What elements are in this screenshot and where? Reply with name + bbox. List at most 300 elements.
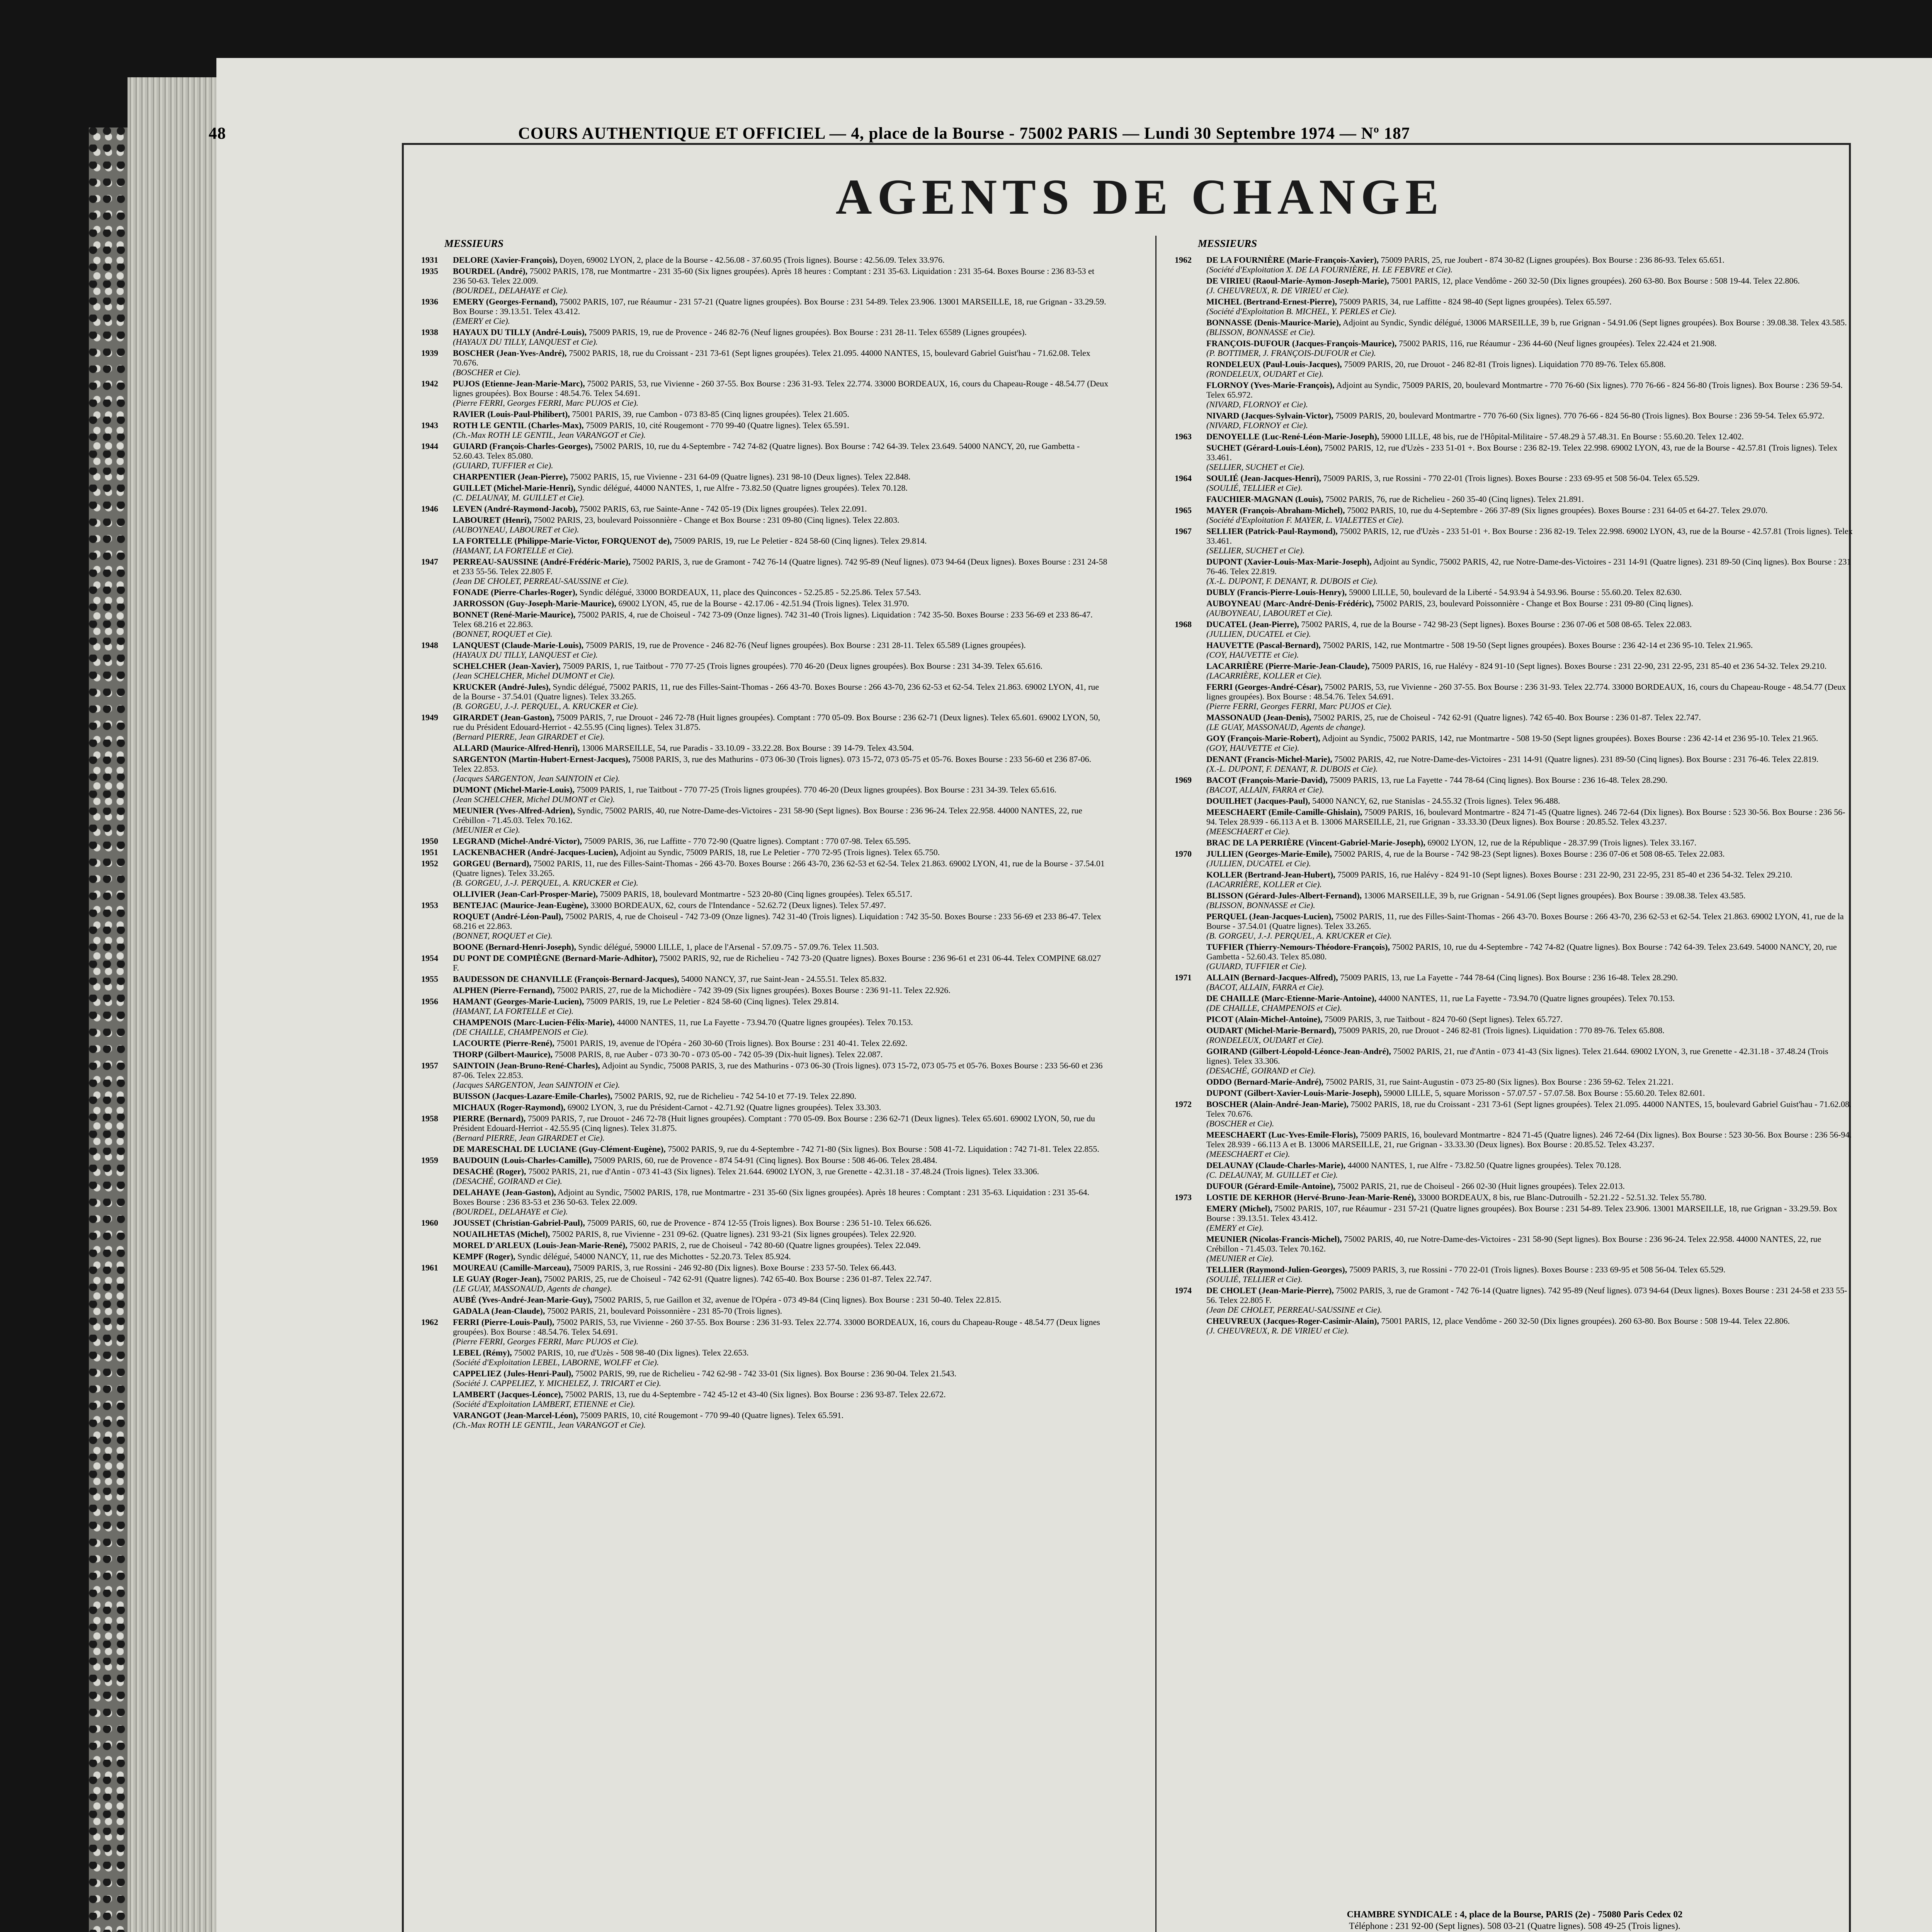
entry-year	[421, 912, 453, 940]
entry-text	[1206, 1316, 1855, 1335]
agent-name: BONNET (René-Marie-Maurice),	[453, 610, 576, 619]
agent-name: DESACHÉ (Roger),	[453, 1167, 526, 1176]
agent-entry	[1175, 1046, 1855, 1075]
agent-firm: (AUBOYNEAU, LABOURET et Cie).	[453, 525, 579, 534]
entry-text	[453, 640, 1109, 660]
entry-year	[1175, 1181, 1206, 1191]
messieurs-label-right: MESSIEURS	[1198, 238, 1257, 249]
entry-year: 1970	[1175, 849, 1192, 859]
entry-text	[453, 472, 1109, 481]
agent-name: DELORE (Xavier-François),	[453, 255, 558, 265]
agent-details: 75009 PARIS, 19, rue Le Peletier - 824 58-60 (Cinq lignes). Telex 29.814.	[672, 536, 927, 546]
agent-details: Adjoint au Syndic, Syndic délégué, 13006 MARSEILLE, 39 b, rue Grignan - 54.91.06 (Sept lignes groupées). Box Bourse : 39.08.38. Telex 43.585.	[1341, 318, 1847, 327]
agent-entry	[421, 255, 1109, 265]
agent-entry	[1175, 599, 1855, 618]
entry-year: 1951	[421, 847, 438, 857]
agent-details: 75009 PARIS, 3, rue Rossini - 246 92-80 (Dix lignes). Boxe Bourse : 233 57-50. Telex 66.443.	[571, 1263, 896, 1272]
entry-year	[1175, 587, 1206, 597]
agent-entry	[421, 754, 1109, 783]
agent-entry	[421, 297, 1109, 326]
agent-entry	[421, 504, 1109, 514]
entry-year	[421, 472, 453, 481]
entry-year: 1953	[421, 900, 438, 910]
agent-entry	[421, 266, 1109, 295]
agent-firm: (NIVARD, FLORNOY et Cie).	[1206, 420, 1308, 430]
entry-text	[453, 1410, 1109, 1430]
agent-name: RAVIER (Louis-Paul-Philibert),	[453, 409, 570, 419]
agent-entry	[421, 1252, 1109, 1261]
agent-name: LEBEL (Rémy),	[453, 1348, 512, 1357]
entry-text	[453, 515, 1109, 534]
agent-firm: (JULLIEN, DUCATEL et Cie).	[1206, 859, 1311, 868]
entry-text	[453, 1061, 1109, 1090]
entry-year: 1964	[1175, 473, 1192, 483]
agent-name: SAINTOIN (Jean-Bruno-René-Charles),	[453, 1061, 600, 1070]
agent-details: 75009 PARIS, 13, rue La Fayette - 744 78-64 (Cinq lignes). Box Bourse : 236 16-48. Telex 28.290.	[1338, 973, 1678, 982]
agent-entry	[1175, 1265, 1855, 1284]
entry-text	[453, 409, 1109, 419]
entry-year: 1939	[421, 348, 438, 358]
entry-year	[421, 1252, 453, 1261]
entry-text	[1206, 297, 1855, 316]
agent-entry	[421, 1218, 1109, 1228]
agent-entry	[421, 1274, 1109, 1293]
entry-year	[421, 661, 453, 680]
agent-entry	[421, 1369, 1109, 1388]
agent-name: DUPONT (Gilbert-Xavier-Louis-Marie-Joseph),	[1206, 1088, 1382, 1098]
agent-name: MASSONAUD (Jean-Denis),	[1206, 713, 1311, 722]
agent-entry	[421, 610, 1109, 639]
agent-entry	[1175, 276, 1855, 295]
agent-entry	[1175, 443, 1855, 472]
agent-details: 13006 MARSEILLE, 39 b, rue Grignan - 54.91.06 (Sept lignes groupées). Box Bourse : 39.08.38. Telex 43.585.	[1362, 891, 1746, 900]
agent-name: BLISSON (Gérard-Jules-Albert-Fernand),	[1206, 891, 1362, 900]
agent-entry	[1175, 619, 1855, 639]
entry-year	[421, 483, 453, 502]
agent-name: BUISSON (Jacques-Lazare-Emile-Charles),	[453, 1091, 612, 1101]
agent-name: FLORNOY (Yves-Marie-François),	[1206, 380, 1335, 390]
entry-text	[1206, 733, 1855, 753]
entry-year	[421, 1049, 453, 1059]
agent-details: 75009 PARIS, 3, rue Taitbout - 824 70-60 (Sept lignes). Telex 65.727.	[1322, 1014, 1563, 1024]
agent-details: 75002 PARIS, 76, rue de Richelieu - 260 35-40 (Cinq lignes). Telex 21.891.	[1323, 494, 1584, 504]
agent-entry	[421, 1091, 1109, 1101]
agent-details: 75002 PARIS, 10, rue d'Uzès - 508 98-40 (Dix lignes). Telex 22.653.	[512, 1348, 749, 1357]
entry-text	[1206, 587, 1855, 597]
agent-details: 75002 PARIS, 11, rue des Filles-Saint-Thomas - 266 43-70. Boxes Bourse : 266 43-70, 236 62-53 et 62-54. Telex 21.863. 69002 LYON, 41, rue de la Bourse - 37.54.01 (Quatre lignes). Telex 33.265.	[453, 859, 1105, 878]
agent-firm: (BONNET, ROQUET et Cie).	[453, 931, 553, 940]
agent-firm: (SELLIER, SUCHET et Cie).	[1206, 462, 1305, 472]
entry-text	[453, 587, 1109, 597]
agent-name: TELLIER (Raymond-Julien-Georges),	[1206, 1265, 1347, 1274]
entry-text	[453, 900, 1109, 910]
entry-year: 1965	[1175, 505, 1192, 515]
entry-text	[1206, 912, 1855, 940]
entry-text	[453, 348, 1109, 377]
agent-name: RONDELEUX (Paul-Louis-Jacques),	[1206, 359, 1342, 369]
entry-text	[1206, 318, 1855, 337]
agent-firm: (BLISSON, BONNASSE et Cie).	[1206, 900, 1315, 910]
agent-name: CHAMPENOIS (Marc-Lucien-Félix-Marie),	[453, 1017, 615, 1027]
entry-text	[453, 942, 1109, 952]
agent-details: 75009 PARIS, 20, rue Drouot - 246 82-81 (Trois lignes). Liquidation 770 89-76. Telex 65.808.	[1342, 359, 1666, 369]
agent-details: 75002 PARIS, 10, rue du 4-Septembre - 742 74-82 (Quatre lignes). Box Bourse : 742 64-39. Telex 23.649. 54000 NANCY, 20, rue Gambetta - 52.60.43. Telex 85.080.	[1206, 942, 1837, 961]
entry-text	[453, 1229, 1109, 1239]
agent-details: 75002 PARIS, 25, rue de Choiseul - 742 62-91 (Quatre lignes). 742 65-40. Box Bourse : 236 01-87. Telex 22.747.	[1311, 713, 1701, 722]
agent-details: 75002 PARIS, 23, boulevard Poissonnière - Change et Box Bourse : 231 09-80 (Cinq lignes).	[1374, 599, 1693, 608]
right-column	[1175, 255, 1855, 1932]
agent-entry	[421, 661, 1109, 680]
agent-name: BOONE (Bernard-Henri-Joseph),	[453, 942, 576, 952]
agent-name: VARANGOT (Jean-Marcel-Léon),	[453, 1410, 578, 1420]
entry-text	[1206, 838, 1855, 847]
agent-entry	[421, 379, 1109, 408]
agent-entry	[421, 1038, 1109, 1048]
entry-text	[1206, 1265, 1855, 1284]
agent-firm: (Société J. CAPPELIEZ, Y. MICHELEZ, J. TRICART et Cie).	[453, 1378, 661, 1388]
agent-firm: (Jean DE CHOLET, PERREAU-SAUSSINE et Cie).	[1206, 1305, 1382, 1315]
entry-text	[453, 743, 1109, 753]
entry-text	[453, 1167, 1109, 1186]
entry-year: 1959	[421, 1155, 438, 1165]
agent-entry	[421, 420, 1109, 440]
agent-entry	[1175, 1181, 1855, 1191]
agent-firm: (BOSCHER et Cie).	[453, 367, 521, 377]
agent-name: LANQUEST (Claude-Marie-Louis),	[453, 640, 584, 650]
entry-text	[1206, 661, 1855, 680]
agent-name: BOURDEL (André),	[453, 266, 528, 276]
entry-year: 1963	[1175, 432, 1192, 441]
agent-details: 75009 PARIS, 16, boulevard Montmartre - 824 71-45 (Quatre lignes). 246 72-64 (Dix lignes). Box Bourse : 523 30-56. Box Bourse : 236 56-94. Telex 28.939 - 66.113 A et B. 13006 MARSEILLE, 21, rue Grignan - 33.33.30 (Deux lignes). Box Bourse : 20.85.52. Telex 43.237.	[1206, 1130, 1852, 1149]
agent-details: 75009 PARIS, 7, rue Drouot - 246 72-78 (Huit lignes groupées). Comptant : 770 05-09. Box Bourse : 236 62-71 (Deux lignes). Telex 65.601. 69002 LYON, 50, rue du Président Edouard-Herriot - 42.55.95 (Cinq lignes). Telex 31.875.	[453, 1114, 1095, 1133]
agent-details: Adjoint au Syndic, 75008 PARIS, 3, rue des Mathurins - 073 06-30 (Trois lignes). 073 15-72, 073 05-75 et 05-76. Boxes Bourse : 233 56-60 et 236 87-06. Telex 22.853.	[453, 1061, 1103, 1080]
entry-text	[453, 483, 1109, 502]
left-column	[421, 255, 1109, 1932]
agent-name: DUPONT (Xavier-Louis-Max-Marie-Joseph),	[1206, 557, 1372, 566]
agent-firm: (RONDELEUX, OUDART et Cie).	[1206, 1035, 1324, 1045]
entry-year: 1949	[421, 713, 438, 722]
agent-firm: (BACOT, ALLAIN, FARRA et Cie).	[1206, 785, 1324, 794]
agent-firm: (NIVARD, FLORNOY et Cie).	[1206, 400, 1308, 409]
agent-details: 75002 PARIS, 10, rue du 4-Septembre - 742 74-82 (Quatre lignes). Box Bourse : 742 64-39. Telex 23.649. 54000 NANCY, 20, rue Gambetta - 52.60.43. Telex 85.080.	[453, 441, 1080, 461]
entry-year: 1962	[421, 1317, 438, 1327]
agent-details: 75002 PARIS, 53, rue Vivienne - 260 37-55. Box Bourse : 236 31-93. Telex 22.774. 33000 BORDEAUX, 16, cours du Chapeau-Rouge - 48.54.77 (Deux lignes groupées). Box Bourse : 48.54.76. Telex 54.691.	[453, 379, 1109, 398]
entry-year: 1942	[421, 379, 438, 388]
entry-year	[1175, 640, 1206, 660]
agent-details: 75002 PARIS, 4, rue de Choiseul - 742 73-09 (Onze lignes). 742 31-40 (Trois lignes). Liquidation : 742 35-50. Boxes Bourse : 233 56-69 et 233 86-47. Telex 68.216 et 22.863.	[453, 912, 1101, 931]
entry-year	[1175, 682, 1206, 711]
entry-year	[1175, 1265, 1206, 1284]
entry-text	[453, 985, 1109, 995]
agent-details: 75008 PARIS, 8, rue Auber - 073 30-70 - 073 05-00 - 742 05-39 (Dix-huit lignes). Telex 22.087.	[552, 1049, 883, 1059]
agent-entry	[1175, 1160, 1855, 1180]
agent-name: DUFOUR (Gérard-Emile-Antoine),	[1206, 1181, 1335, 1191]
entry-text	[1206, 505, 1855, 525]
agent-details: 59000 LILLE, 50, boulevard de la Liberté - 54.93.94 à 54.93.96. Bourse : 55.60.20. Telex 82.630.	[1347, 587, 1682, 597]
entry-year	[421, 587, 453, 597]
agent-details: 75002 PARIS, 3, rue de Gramont - 742 76-14 (Quatre lignes). 742 95-89 (Neuf lignes). 073 94-64 (Deux lignes). Boxes Bourse : 231 24-58 et 233 55-56. Telex 22.805 F.	[1206, 1286, 1847, 1305]
agent-details: 33000 BORDEAUX, 62, cours de l'Intendance - 52.62.72 (Deux lignes). Telex 57.497.	[588, 900, 886, 910]
agent-name: FERRI (Pierre-Louis-Paul),	[453, 1317, 554, 1327]
entry-text	[1206, 870, 1855, 889]
agent-name: DE MARESCHAL DE LUCIANE (Guy-Clément-Eugène),	[453, 1144, 666, 1154]
entry-year	[1175, 1316, 1206, 1335]
agent-entry	[1175, 1316, 1855, 1335]
agent-entry	[421, 557, 1109, 586]
agent-details: 75001 PARIS, 39, rue Cambon - 073 83-85 (Cinq lignes groupées). Telex 21.605.	[570, 409, 849, 419]
entry-year	[421, 409, 453, 419]
agent-entry	[1175, 1014, 1855, 1024]
agent-firm: (DE CHAILLE, CHAMPENOIS et Cie).	[453, 1027, 588, 1037]
entry-year: 1956	[421, 997, 438, 1006]
entry-year	[1175, 1130, 1206, 1159]
agent-name: FONADE (Pierre-Charles-Roger),	[453, 587, 578, 597]
entry-year	[421, 942, 453, 952]
entry-text	[453, 1348, 1109, 1367]
agent-name: DENOYELLE (Luc-René-Léon-Marie-Joseph),	[1206, 432, 1379, 441]
entry-year: 1943	[421, 420, 438, 430]
agent-name: AUBOYNEAU (Marc-André-Denis-Frédéric),	[1206, 599, 1374, 608]
entry-year	[421, 682, 453, 711]
entry-year	[1175, 1077, 1206, 1087]
agent-firm: (HAMANT, LA FORTELLE et Cie).	[453, 546, 574, 555]
agent-details: 75002 PARIS, 4, rue de la Bourse - 742 98-23 (Sept lignes). Boxes Bourse : 236 07-06 et 508 08-65. Telex 22.083.	[1299, 619, 1692, 629]
entry-text	[1206, 443, 1855, 472]
agent-firm: (EMERY et Cie).	[453, 316, 510, 326]
entry-year	[1175, 297, 1206, 316]
agent-entry	[421, 682, 1109, 711]
entry-text	[453, 1389, 1109, 1409]
agent-firm: (Pierre FERRI, Georges FERRI, Marc PUJOS et Cie).	[453, 398, 639, 408]
entry-text	[453, 1155, 1109, 1165]
entry-year	[1175, 1026, 1206, 1045]
agent-entry	[1175, 1204, 1855, 1233]
entry-year	[1175, 754, 1206, 774]
entry-text	[1206, 473, 1855, 493]
agent-details: 75002 PARIS, 12, rue d'Uzès - 233 51-01 +. Box Bourse : 236 82-19. Telex 22.998. 69002 LYON, 43, rue de la Bourse - 42.57.81 (Trois lignes). Telex 33.461.	[1206, 526, 1853, 546]
agent-entry	[421, 900, 1109, 910]
entry-text	[1206, 993, 1855, 1013]
entry-text	[1206, 557, 1855, 586]
agent-details: 75002 PARIS, 12, rue d'Uzès - 233 51-01 +. Box Bourse : 236 82-19. Telex 22.998. 69002 LYON, 43, rue de la Bourse - 42.57.81 (Trois lignes). Telex 33.461.	[1206, 443, 1838, 462]
agent-entry	[1175, 849, 1855, 868]
agent-entry	[421, 348, 1109, 377]
agent-details: 75008 PARIS, 3, rue des Mathurins - 073 06-30 (Trois lignes). 073 15-72, 073 05-75 et 05-76. Boxes Bourse : 233 56-60 et 236 87-06. Telex 22.853.	[453, 754, 1092, 774]
entry-year: 1960	[421, 1218, 438, 1228]
agent-entry	[421, 472, 1109, 481]
agent-name: HAMANT (Georges-Marie-Lucien),	[453, 997, 584, 1006]
page-number: 48	[209, 124, 226, 143]
agent-details: 75009 PARIS, 3, rue Rossini - 770 22-01 (Trois lignes). Boxes Bourse : 233 69-95 et 508 56-04. Telex 65.529.	[1347, 1265, 1726, 1274]
agent-firm: (DESACHÉ, GOIRAND et Cie).	[453, 1176, 562, 1186]
agent-details: 75009 PARIS, 19, rue Le Peletier - 824 58-60 (Cinq lignes). Telex 29.814.	[584, 997, 839, 1006]
agent-firm: (B. GORGEU, J.-J. PERQUEL, A. KRUCKER et Cie).	[1206, 931, 1392, 940]
entry-text	[1206, 338, 1855, 358]
agent-details: 13006 MARSEILLE, 54, rue Paradis - 33.10.09 - 33.22.28. Box Bourse : 39 14-79. Telex 43.504.	[580, 743, 914, 753]
entry-year	[421, 889, 453, 899]
entry-year: 1948	[421, 640, 438, 650]
entry-text	[453, 441, 1109, 470]
agent-firm: (GUIARD, TUFFIER et Cie).	[453, 461, 553, 470]
agent-entry	[421, 1229, 1109, 1239]
agent-name: FAUCHIER-MAGNAN (Louis),	[1206, 494, 1323, 504]
agent-details: 75002 PARIS, 63, rue Sainte-Anne - 742 05-19 (Dix lignes groupées). Telex 22.091.	[577, 504, 867, 514]
agent-name: LACKENBACHER (André-Jacques-Lucien),	[453, 847, 618, 857]
entry-year: 1944	[421, 441, 438, 451]
agent-name: ODDO (Bernard-Marie-André),	[1206, 1077, 1324, 1087]
agent-firm: (Société d'Exploitation LAMBERT, ETIENNE et Cie).	[453, 1399, 635, 1409]
agent-firm: (C. DELAUNAY, M. GUILLET et Cie).	[1206, 1170, 1338, 1180]
entry-year	[421, 536, 453, 555]
entry-text	[453, 420, 1109, 440]
agent-details: 75002 PARIS, 53, rue Vivienne - 260 37-55. Box Bourse : 236 31-93. Telex 22.774. 33000 BORDEAUX, 16, cours du Chapeau-Rouge - 48.54.77 (Deux lignes groupées). Box Bourse : 48.54.76. Telex 54.691.	[453, 1317, 1100, 1337]
entry-year: 1936	[421, 297, 438, 306]
agent-name: AUBÉ (Yves-André-Jean-Marie-Guy),	[453, 1295, 592, 1304]
agent-name: DE LA FOURNIÈRE (Marie-François-Xavier),	[1206, 255, 1379, 265]
agent-details: 75002 PARIS, 92, rue de Richelieu - 742 73-20 (Quatre lignes). Boxes Bourse : 236 96-61 et 231 06-44. Telex COMPINE 68.027 F.	[453, 953, 1101, 973]
agent-details: Doyen, 69002 LYON, 2, place de la Bourse - 42.56.08 - 37.60.95 (Trois lignes). Bourse : 42.56.09. Telex 33.976.	[557, 255, 945, 265]
header-text: COURS AUTHENTIQUE ET OFFICIEL — 4, place de la Bourse - 75002 PARIS — Lundi 30 Septembre 1974 — Nº 187	[518, 124, 1410, 143]
agent-details: 75009 PARIS, 16, rue Halévy - 824 91-10 (Sept lignes). Boxes Bourse : 231 22-90, 231 22-95, 231 85-40 et 236 54-32. Telex 29.210.	[1369, 661, 1827, 671]
entry-year	[1175, 1014, 1206, 1024]
entry-text	[453, 1091, 1109, 1101]
agent-details: Adjoint au Syndic, 75002 PARIS, 178, rue Montmartre - 231 35-60 (Six lignes groupées). Après 18 heures : Comptant : 231 35-63. Liquidation : 231 35-64. Boxes Bourse : 236 83-53 et 236 50-63. Telex 22.009.	[453, 1187, 1090, 1207]
agent-details: 75002 PARIS, 178, rue Montmartre - 231 35-60 (Six lignes groupées). Après 18 heures : Comptant : 231 35-63. Liquidation : 231 35-64. Boxes Bourse : 236 83-53 et 236 50-63. Telex 22.009.	[453, 266, 1095, 286]
entry-text	[453, 1317, 1109, 1346]
entry-year: 1938	[421, 327, 438, 337]
agent-entry	[1175, 754, 1855, 774]
agent-details: 75009 PARIS, 16, boulevard Montmartre - 824 71-45 (Quatre lignes). 246 72-64 (Dix lignes). Box Bourse : 523 30-56. Box Bourse : 236 56-94. Telex 28.939 - 66.113 A et B. 13006 MARSEILLE, 21, rue Grignan - 33.33.30 (Deux lignes). Box Bourse : 20.85.52. Telex 43.237.	[1206, 807, 1845, 827]
entry-text	[1206, 599, 1855, 618]
entry-year	[421, 1389, 453, 1409]
agent-name: HAUVETTE (Pascal-Bernard),	[1206, 640, 1321, 650]
entry-year	[421, 985, 453, 995]
agent-details: 44000 NANTES, 11, rue La Fayette - 73.94.70 (Quatre lignes groupées). Telex 70.153.	[1376, 993, 1675, 1003]
entry-text	[453, 1218, 1109, 1228]
agent-details: 75002 PARIS, 92, rue de Richelieu - 742 54-10 et 77-19. Telex 22.890.	[612, 1091, 857, 1101]
agent-name: HAYAUX DU TILLY (André-Louis),	[453, 327, 587, 337]
entry-year	[421, 1348, 453, 1367]
agent-entry	[421, 985, 1109, 995]
agent-firm: (Jean DE CHOLET, PERREAU-SAUSSINE et Cie).	[453, 576, 629, 586]
entry-year	[421, 1306, 453, 1316]
entry-text	[453, 1049, 1109, 1059]
agent-name: FERRI (Georges-André-César),	[1206, 682, 1323, 692]
agent-details: Syndic, 75002 PARIS, 40, rue Notre-Dame-des-Victoires - 231 58-90 (Sept lignes). Box Bourse : 236 96-24. Telex 22.958. 44000 NANTES, 22, rue Crébillon - 71.45.03. Telex 70.162.	[453, 806, 1082, 825]
entry-text	[453, 1295, 1109, 1304]
agent-firm: (B. GORGEU, J.-J. PERQUEL, A. KRUCKER et Cie).	[453, 878, 638, 888]
agent-firm: (LACARRIÈRE, KOLLER et Cie).	[1206, 671, 1322, 680]
entry-text	[1206, 640, 1855, 660]
agent-entry	[421, 836, 1109, 846]
entry-year: 1958	[421, 1114, 438, 1123]
agent-details: 75002 PARIS, 21, rue d'Antin - 073 41-43 (Six lignes). Telex 21.644. 69002 LYON, 3, rue Grenette - 42.31.18 - 37.48.24 (Trois lignes). Telex 33.306.	[526, 1167, 1039, 1176]
agent-name: PUJOS (Etienne-Jean-Marie-Marc),	[453, 379, 585, 388]
entry-year	[1175, 870, 1206, 889]
agent-name: LAMBERT (Jacques-Léonce),	[453, 1389, 563, 1399]
agent-entry	[1175, 807, 1855, 836]
agent-entry	[421, 587, 1109, 597]
entry-text	[453, 379, 1109, 408]
agent-name: BONNASSE (Denis-Maurice-Marie),	[1206, 318, 1341, 327]
entry-year	[421, 599, 453, 608]
entry-text	[1206, 1234, 1855, 1263]
entry-year	[1175, 733, 1206, 753]
agent-entry	[421, 997, 1109, 1016]
entry-text	[1206, 973, 1855, 992]
agent-details: 75002 PARIS, 42, rue Notre-Dame-des-Victoires - 231 14-91 (Quatre lignes). 231 89-50 (Cinq lignes). Box Bourse : 231 76-46. Telex 22.819.	[1332, 754, 1819, 764]
agent-firm: (HAYAUX DU TILLY, LANQUEST et Cie).	[453, 650, 598, 660]
agent-name: NIVARD (Jacques-Sylvain-Victor),	[1206, 411, 1333, 420]
agent-details: 33000 BORDEAUX, 8 bis, rue Blanc-Dutrouilh - 52.21.22 - 52.51.32. Telex 55.780.	[1416, 1192, 1707, 1202]
agent-entry	[1175, 796, 1855, 806]
agent-entry	[1175, 1286, 1855, 1315]
agent-details: Adjoint au Syndic, 75009 PARIS, 20, boulevard Montmartre - 770 76-60 (Six lignes). 770 76-66 - 824 56-80 (Trois lignes). Box Bourse : 236 59-54. Telex 65.972.	[1206, 380, 1843, 400]
agent-entry	[1175, 1026, 1855, 1045]
agent-entry	[1175, 912, 1855, 940]
entry-year	[421, 1017, 453, 1037]
agent-entry	[1175, 1234, 1855, 1263]
agent-details: 75002 PARIS, 99, rue de Richelieu - 742 62-98 - 742 33-01 (Six lignes). Box Bourse : 236 90-04. Telex 21.543.	[573, 1369, 957, 1378]
agent-name: PIERRE (Bernard),	[453, 1114, 526, 1123]
entry-year	[421, 515, 453, 534]
agent-details: 69002 LYON, 45, rue de la Bourse - 42.17.06 - 42.51.94 (Trois lignes). Telex 31.970.	[616, 599, 909, 608]
agent-firm: (RONDELEUX, OUDART et Cie).	[1206, 369, 1324, 379]
agent-name: OLLIVIER (Jean-Carl-Prosper-Marie),	[453, 889, 598, 899]
entry-text	[1206, 775, 1855, 794]
entry-text	[1206, 1014, 1855, 1024]
entry-text	[453, 1274, 1109, 1293]
agent-name: MOUREAU (Camille-Marceau),	[453, 1263, 571, 1272]
agent-firm: (Jean SCHELCHER, Michel DUMONT et Cie).	[453, 671, 615, 680]
agent-name: EMERY (Michel),	[1206, 1204, 1272, 1213]
agent-name: PERREAU-SAUSSINE (André-Frédéric-Marie),	[453, 557, 631, 566]
agent-details: Syndic délégué, 54000 NANCY, 11, rue des Michottes - 52.20.73. Telex 85.924.	[515, 1252, 791, 1261]
entry-text	[453, 1306, 1109, 1316]
agent-firm: (Jacques SARGENTON, Jean SAINTOIN et Cie).	[453, 1080, 620, 1090]
entry-text	[1206, 713, 1855, 732]
agent-details: 75001 PARIS, 12, place Vendôme - 260 32-50 (Dix lignes groupées). 260 63-80. Box Bourse : 508 19-44. Telex 22.806.	[1379, 1316, 1790, 1326]
entry-year	[1175, 912, 1206, 940]
agent-name: KOLLER (Bertrand-Jean-Hubert),	[1206, 870, 1335, 879]
agent-entry	[421, 974, 1109, 984]
agent-details: Adjoint au Syndic, 75009 PARIS, 18, rue Le Peletier - 770 72-95 (Trois lignes). Telex 65.750.	[618, 847, 940, 857]
agent-name: GORGEU (Bernard),	[453, 859, 531, 868]
entry-text	[453, 297, 1109, 326]
agent-name: DUMONT (Michel-Marie-Louis),	[453, 785, 575, 794]
entry-year: 1972	[1175, 1099, 1192, 1109]
agent-entry	[1175, 338, 1855, 358]
agent-name: KRUCKER (André-Jules),	[453, 682, 551, 692]
agent-entry	[421, 806, 1109, 835]
agent-entry	[421, 1389, 1109, 1409]
agent-name: FRANÇOIS-DUFOUR (Jacques-François-Maurice),	[1206, 338, 1397, 348]
agent-name: SARGENTON (Martin-Hubert-Ernest-Jacques),	[453, 754, 631, 764]
agent-entry	[421, 785, 1109, 804]
agent-entry	[421, 1155, 1109, 1165]
entry-text	[1206, 526, 1855, 555]
agent-entry	[1175, 473, 1855, 493]
agent-entry	[1175, 775, 1855, 794]
entry-year	[1175, 443, 1206, 472]
agent-firm: (BACOT, ALLAIN, FARRA et Cie).	[1206, 982, 1324, 992]
entry-year	[1175, 494, 1206, 504]
agent-details: 44000 NANTES, 1, rue Alfre - 73.82.50 (Quatre lignes groupées). Telex 70.128.	[1345, 1160, 1621, 1170]
agent-details: Syndic délégué, 59000 LILLE, 1, place de l'Arsenal - 57.09.75 - 57.09.76. Telex 11.503.	[576, 942, 879, 952]
entry-year: 1962	[1175, 255, 1192, 265]
entry-text	[1206, 432, 1855, 441]
agent-details: 75009 PARIS, 18, boulevard Montmartre - 523 20-80 (Cinq lignes groupées). Telex 65.517.	[598, 889, 912, 899]
